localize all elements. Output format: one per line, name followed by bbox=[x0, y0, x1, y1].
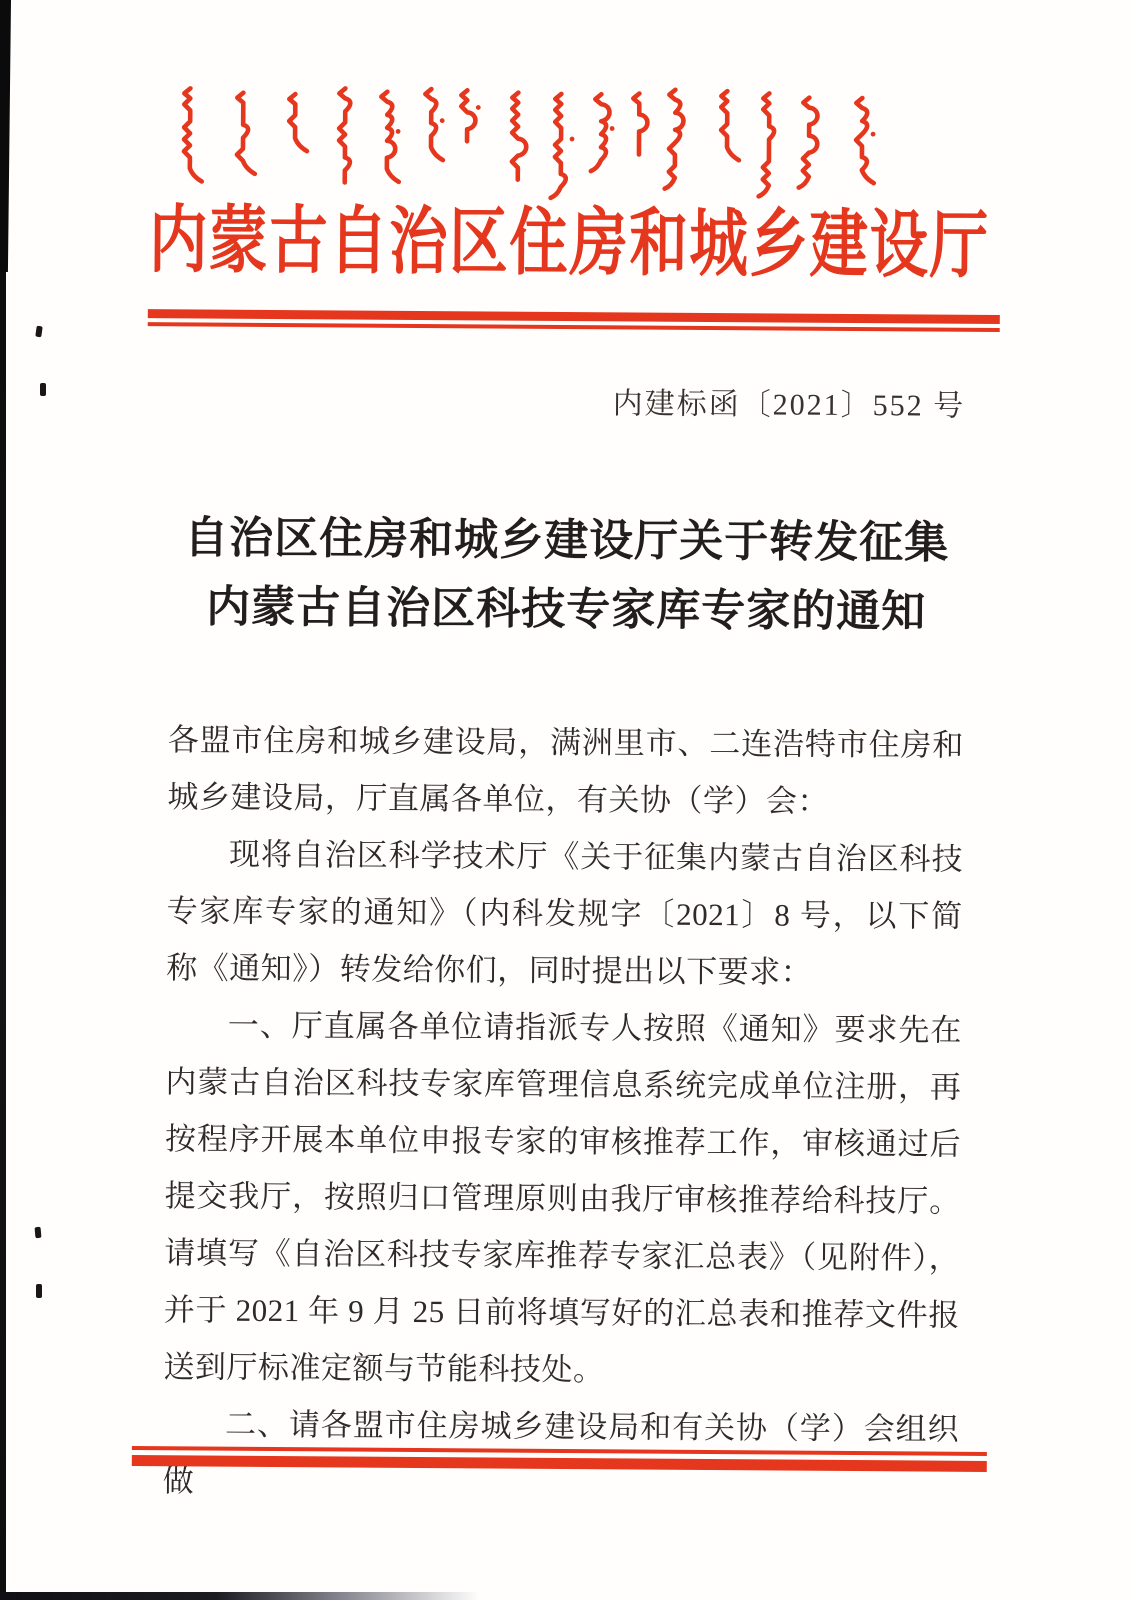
scan-speck bbox=[36, 1284, 42, 1298]
mongolian-script-header bbox=[180, 81, 961, 208]
paragraph-item-2: 二、请各盟市住房城乡建设局和有关协（学）会组织做 bbox=[162, 1406, 960, 1499]
department-name-text: 内蒙古自治区住房和城乡建设厅 bbox=[148, 200, 990, 288]
document-number: 内建标函〔2021〕552 号 bbox=[612, 387, 966, 423]
scan-speck bbox=[35, 1227, 42, 1238]
paragraph-intro: 现将自治区科学技术厅《关于征集内蒙古自治区科技专家库专家的通知》（内科发规字〔2021〕8 号，以下简称《通知》）转发给你们，同时提出以下要求： bbox=[166, 836, 964, 990]
paragraph-item-1: 一、厅直属各单位请指派专人按照《通知》要求先在内蒙古自治区科技专家库管理信息系统完成单位注册，再按程序开展本单位申报专家的审核推荐工作，审核通过后提交我厅，按照归口管理原则由我厅审核推荐给科技厅。请填写《自治区科技专家库推荐专家汇总表》（见附件），并于 2021 年 9 月 25 日前将填写好的汇总表和推荐文件报送到厅标准定额与节能科技处。 bbox=[163, 1007, 962, 1388]
paragraph-salutation: 各盟市住房和城乡建设局，满洲里市、二连浩特市住房和城乡建设局，厅直属各单位，有关协（学）会： bbox=[167, 722, 964, 819]
scan-bottom-edge bbox=[0, 1592, 480, 1600]
document-body bbox=[162, 711, 964, 1515]
header-double-rule bbox=[148, 309, 1000, 332]
document-title-line1: 自治区住房和城乡建设厅关于转发征集 bbox=[184, 513, 950, 568]
document-title-line2: 内蒙古自治区科技专家库专家的通知 bbox=[206, 582, 927, 637]
document-title bbox=[1, 502, 1131, 648]
department-name-header bbox=[3, 190, 1131, 298]
scan-speck bbox=[40, 383, 46, 396]
